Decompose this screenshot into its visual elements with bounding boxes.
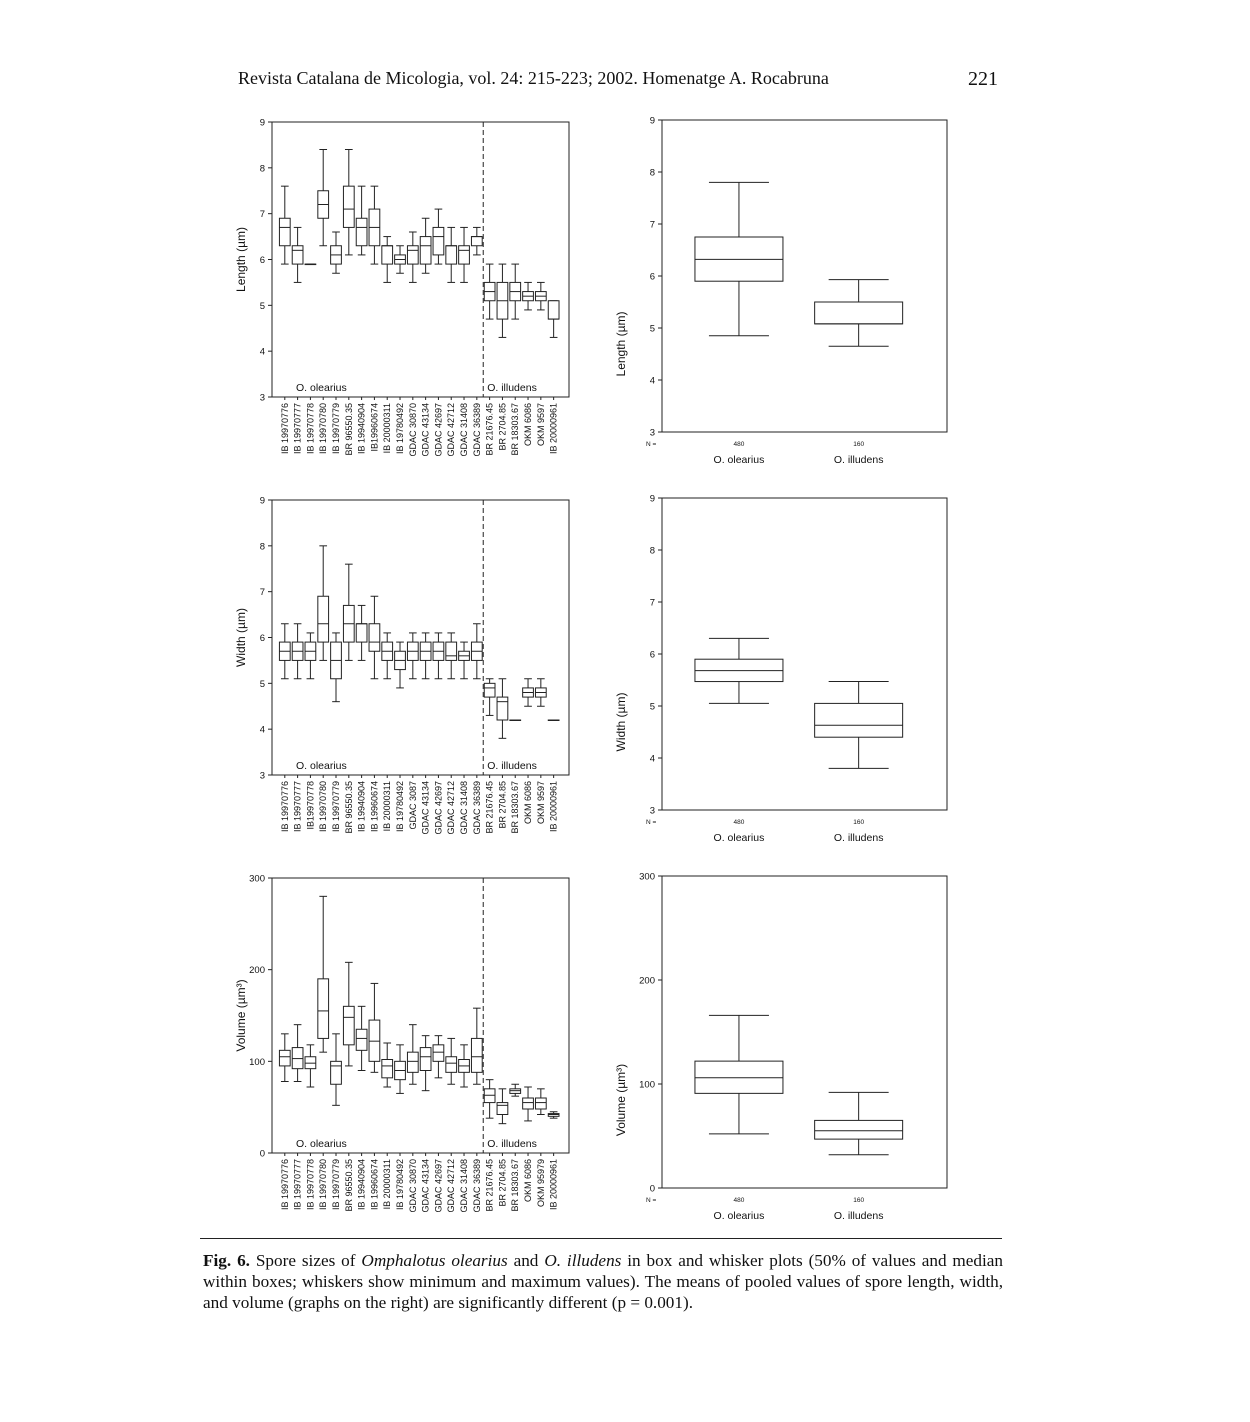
journal-title: Revista Catalana de Micologia, vol. 24: 215-223; 2002. Homenatge A. Rocabruna xyxy=(238,68,829,88)
x-tick-label: GDAC 42712 xyxy=(446,1159,457,1213)
box-iqr xyxy=(343,1006,354,1045)
x-tick-label: BR 96550.35 xyxy=(343,781,354,834)
box-7 xyxy=(369,596,380,679)
x-tick-label: OKM 95979 xyxy=(535,1159,546,1208)
box-iqr xyxy=(318,979,329,1039)
plot-frame xyxy=(272,878,569,1153)
box-11 xyxy=(420,1036,431,1091)
y-tick-label: 7 xyxy=(649,597,655,609)
box-iqr xyxy=(433,227,444,255)
plot-frame xyxy=(272,500,569,775)
box-0 xyxy=(695,1015,783,1134)
box-10 xyxy=(407,232,418,282)
n-label: N = xyxy=(646,441,657,448)
box-iqr xyxy=(497,697,508,720)
x-category-label: O. illudens xyxy=(833,1210,884,1222)
x-tick-label: IB 19940904 xyxy=(356,403,367,455)
box-9 xyxy=(395,1045,406,1094)
box-0 xyxy=(279,624,290,679)
y-tick-label: 6 xyxy=(649,649,655,661)
x-tick-label: IB 19970779 xyxy=(331,1159,342,1211)
box-6 xyxy=(356,605,367,660)
box-iqr xyxy=(446,642,457,660)
x-tick-label: IB 19970777 xyxy=(292,403,303,455)
box-18 xyxy=(510,720,521,721)
box-8 xyxy=(382,1043,393,1087)
x-tick-label: IB 20000311 xyxy=(382,781,393,832)
box-19 xyxy=(523,679,534,707)
caption-species-1: Omphalotus olearius xyxy=(361,1251,508,1270)
box-15 xyxy=(471,1008,482,1084)
x-tick-label: IB 19970779 xyxy=(331,403,342,455)
x-tick-label: GDAC 42697 xyxy=(433,403,444,457)
x-tick-label: IB19970778 xyxy=(305,781,316,830)
x-tick-label: GDAC 36389 xyxy=(471,1159,482,1213)
box-7 xyxy=(369,983,380,1072)
box-iqr xyxy=(369,624,380,652)
caption-text-2: and xyxy=(507,1251,545,1270)
x-tick-label: GDAC 43134 xyxy=(420,403,431,457)
figure-caption xyxy=(203,1250,1003,1313)
box-iqr xyxy=(548,301,559,319)
box-iqr xyxy=(446,1057,457,1073)
n-value: 160 xyxy=(853,819,865,826)
box-1 xyxy=(815,280,903,347)
caption-text-3: in box and whisker plots (50% of values and median within boxes; whiskers show minimum and maximum values). The means of pooled values of spore length, width, and volume (graphs on the right) are significantly different (p = 0.001). xyxy=(203,1251,1004,1312)
y-tick-label: 8 xyxy=(649,545,655,557)
box-iqr xyxy=(433,1045,444,1062)
x-tick-label: OKM 6086 xyxy=(523,403,534,447)
x-tick-label: BR 21676.45 xyxy=(484,781,495,834)
box-14 xyxy=(459,642,470,679)
x-tick-label: GDAC 31408 xyxy=(459,403,470,457)
y-tick-label: 100 xyxy=(639,1079,655,1091)
box-13 xyxy=(446,1038,457,1084)
box-1 xyxy=(815,682,903,769)
x-tick-label: IB 19960674 xyxy=(369,1159,380,1211)
y-tick-label: 6 xyxy=(259,255,265,266)
x-tick-label: GDAC 42712 xyxy=(446,403,457,457)
y-tick-label: 9 xyxy=(259,117,265,129)
y-tick-label: 3 xyxy=(649,427,655,439)
x-tick-label: BR 2704.85 xyxy=(497,403,508,451)
group-label-illudens: O. illudens xyxy=(487,760,537,772)
box-3 xyxy=(318,150,329,246)
x-tick-label: IB 19780492 xyxy=(395,1159,406,1211)
y-tick-label: 0 xyxy=(649,1183,655,1195)
box-7 xyxy=(369,186,380,264)
box-5 xyxy=(343,962,354,1066)
box-4 xyxy=(331,1034,342,1106)
x-tick-label: BR 18303.67 xyxy=(510,781,521,834)
x-tick-label: OKM 6086 xyxy=(523,1159,534,1203)
box-iqr xyxy=(407,1052,418,1072)
x-tick-label: BR 2704.85 xyxy=(497,781,508,829)
y-tick-label: 100 xyxy=(249,1056,265,1068)
box-4 xyxy=(331,232,342,273)
x-tick-label: IB 20000961 xyxy=(548,1159,559,1211)
box-iqr xyxy=(318,596,329,642)
volume-by-collection-chart xyxy=(232,866,577,1226)
box-iqr xyxy=(382,1060,393,1078)
y-tick-label: 6 xyxy=(649,271,655,283)
x-tick-label: IB 19970777 xyxy=(292,781,303,833)
box-0 xyxy=(695,638,783,703)
box-19 xyxy=(523,1087,534,1121)
x-tick-label: OKM 9597 xyxy=(535,403,546,447)
x-category-label: O. illudens xyxy=(833,454,884,466)
y-tick-label: 8 xyxy=(259,163,265,175)
x-tick-label: IB 19940904 xyxy=(356,1159,367,1211)
box-17 xyxy=(497,264,508,337)
box-8 xyxy=(382,633,393,679)
box-20 xyxy=(535,282,546,310)
x-tick-label: GDAC 43134 xyxy=(420,781,431,835)
x-tick-label: BR 18303.67 xyxy=(510,403,521,456)
box-0 xyxy=(279,1034,290,1082)
x-tick-label: IB 19940904 xyxy=(356,781,367,833)
x-tick-label: IB 19970778 xyxy=(305,1159,316,1211)
y-tick-label: 5 xyxy=(259,678,265,690)
group-label-olearius: O. olearius xyxy=(296,1138,347,1150)
x-tick-label: IB 19780492 xyxy=(395,403,406,455)
x-tick-label: IB 19970780 xyxy=(318,403,329,455)
x-tick-label: IB 20000311 xyxy=(382,1159,393,1210)
n-value: 160 xyxy=(853,1197,865,1204)
box-iqr xyxy=(497,1103,508,1115)
box-20 xyxy=(535,1089,546,1115)
x-tick-label: IB 19970776 xyxy=(279,1159,290,1211)
y-axis-label: Length (µm) xyxy=(234,227,248,292)
box-iqr xyxy=(343,186,354,227)
running-header xyxy=(238,68,998,94)
box-1 xyxy=(292,227,303,282)
box-5 xyxy=(343,150,354,255)
x-tick-label: GDAC 42697 xyxy=(433,1159,444,1213)
box-2 xyxy=(305,633,316,679)
box-iqr xyxy=(279,1050,290,1066)
x-tick-label: BR 2704.85 xyxy=(497,1159,508,1207)
y-tick-label: 3 xyxy=(649,805,655,817)
box-iqr xyxy=(331,1061,342,1084)
y-tick-label: 8 xyxy=(649,167,655,179)
x-tick-label: BR 96550.35 xyxy=(343,1159,354,1212)
x-tick-label: GDAC 3087 xyxy=(407,781,418,830)
box-1 xyxy=(292,1025,303,1082)
x-category-label: O. illudens xyxy=(833,832,884,844)
box-iqr xyxy=(484,683,495,697)
x-tick-label: BR 21676.45 xyxy=(484,1159,495,1212)
x-tick-label: GDAC 42712 xyxy=(446,781,457,835)
x-tick-label: OKM 6086 xyxy=(523,781,534,825)
box-2 xyxy=(305,1045,316,1087)
box-15 xyxy=(471,624,482,679)
n-label: N = xyxy=(646,1197,657,1204)
box-20 xyxy=(535,679,546,707)
y-tick-label: 300 xyxy=(639,871,655,883)
box-9 xyxy=(395,246,406,274)
box-18 xyxy=(510,264,521,319)
x-tick-label: IB 19970780 xyxy=(318,781,329,833)
box-12 xyxy=(433,633,444,679)
box-iqr xyxy=(815,1120,903,1139)
y-axis-label: Width (µm) xyxy=(234,608,248,667)
y-axis-label: Width (µm) xyxy=(614,692,628,752)
box-13 xyxy=(446,633,457,679)
x-tick-label: GDAC 43134 xyxy=(420,1159,431,1213)
y-tick-label: 8 xyxy=(259,541,265,553)
x-tick-label: IB 19960674 xyxy=(369,781,380,833)
box-12 xyxy=(433,209,444,264)
x-tick-label: GDAC 31408 xyxy=(459,781,470,835)
x-tick-label: IB 19970779 xyxy=(331,781,342,833)
box-6 xyxy=(356,186,367,255)
box-iqr xyxy=(356,624,367,642)
y-tick-label: 3 xyxy=(259,770,265,782)
y-tick-label: 3 xyxy=(259,392,265,404)
x-tick-label: GDAC 36389 xyxy=(471,403,482,457)
box-21 xyxy=(548,301,559,338)
n-value: 480 xyxy=(733,819,745,826)
y-tick-label: 4 xyxy=(649,753,655,765)
box-iqr xyxy=(471,1038,482,1072)
box-18 xyxy=(510,1084,521,1096)
box-1 xyxy=(292,624,303,679)
length-by-collection-chart xyxy=(232,110,577,470)
caption-species-2: O. illudens xyxy=(544,1251,622,1270)
y-tick-label: 200 xyxy=(249,965,265,977)
box-iqr xyxy=(815,302,903,324)
box-3 xyxy=(318,896,329,1052)
y-axis-label: Volume (µm³) xyxy=(614,1063,628,1137)
x-tick-label: IB 20000961 xyxy=(548,781,559,833)
box-16 xyxy=(484,1080,495,1119)
n-label: N = xyxy=(646,819,657,826)
x-tick-label: IB 20000961 xyxy=(548,403,559,455)
box-8 xyxy=(382,237,393,283)
group-label-illudens: O. illudens xyxy=(487,1138,537,1150)
page-number: 221 xyxy=(968,68,998,90)
y-axis-label: Volume (µm³) xyxy=(234,979,248,1052)
box-6 xyxy=(356,1006,367,1070)
y-tick-label: 7 xyxy=(259,209,265,221)
box-iqr xyxy=(535,1098,546,1109)
box-iqr xyxy=(356,218,367,246)
box-21 xyxy=(548,1112,559,1118)
box-5 xyxy=(343,564,354,660)
y-tick-label: 300 xyxy=(249,873,265,885)
box-iqr xyxy=(356,1029,367,1050)
box-4 xyxy=(331,633,342,702)
x-tick-label: IB 19970780 xyxy=(318,1159,329,1211)
box-19 xyxy=(523,282,534,310)
x-tick-label: IB 19970776 xyxy=(279,403,290,455)
x-tick-label: GDAC 30870 xyxy=(407,403,418,457)
x-tick-label: GDAC 42697 xyxy=(433,781,444,835)
y-tick-label: 9 xyxy=(259,495,265,507)
box-1 xyxy=(815,1092,903,1154)
y-tick-label: 0 xyxy=(259,1148,265,1160)
box-iqr xyxy=(523,1098,534,1109)
caption-rule xyxy=(200,1238,1002,1239)
box-3 xyxy=(318,546,329,661)
box-iqr xyxy=(420,237,431,265)
y-tick-label: 5 xyxy=(259,300,265,312)
box-iqr xyxy=(695,1061,783,1093)
x-tick-label: IB 19970776 xyxy=(279,781,290,833)
y-tick-label: 4 xyxy=(259,724,265,736)
x-tick-label: BR 96550.35 xyxy=(343,403,354,456)
y-tick-label: 4 xyxy=(259,346,265,358)
width-pooled-chart xyxy=(612,488,957,848)
n-value: 160 xyxy=(853,441,865,448)
caption-text-1: Spore sizes of xyxy=(249,1251,362,1270)
box-iqr xyxy=(459,246,470,264)
box-iqr xyxy=(407,246,418,264)
plot-frame xyxy=(662,498,947,810)
x-tick-label: BR 18303.67 xyxy=(510,1159,521,1212)
x-tick-label: GDAC 36389 xyxy=(471,781,482,835)
box-11 xyxy=(420,633,431,679)
box-14 xyxy=(459,1045,470,1087)
group-label-illudens: O. illudens xyxy=(487,382,537,394)
box-10 xyxy=(407,633,418,679)
x-category-label: O. olearius xyxy=(713,832,765,844)
box-17 xyxy=(497,679,508,739)
x-tick-label: IB 20000311 xyxy=(382,403,393,454)
box-iqr xyxy=(279,218,290,246)
x-tick-label: IB 19970778 xyxy=(305,403,316,455)
box-iqr xyxy=(471,237,482,246)
y-tick-label: 7 xyxy=(649,219,655,231)
group-label-olearius: O. olearius xyxy=(296,382,347,394)
group-label-olearius: O. olearius xyxy=(296,760,347,772)
box-0 xyxy=(695,182,783,335)
box-15 xyxy=(471,227,482,255)
x-tick-label: GDAC 31408 xyxy=(459,1159,470,1213)
box-iqr xyxy=(446,246,457,264)
x-tick-label: BR 21676.45 xyxy=(484,403,495,456)
x-tick-label: OKM 9597 xyxy=(535,781,546,825)
y-tick-label: 9 xyxy=(649,115,655,127)
y-axis-label: Length (µm) xyxy=(614,311,628,377)
box-iqr xyxy=(815,703,903,737)
width-by-collection-chart xyxy=(232,488,577,848)
y-tick-label: 5 xyxy=(649,323,655,335)
box-2 xyxy=(305,264,316,265)
box-0 xyxy=(279,186,290,264)
volume-pooled-chart xyxy=(612,866,957,1226)
box-12 xyxy=(433,1036,444,1078)
y-tick-label: 7 xyxy=(259,587,265,599)
caption-label: Fig. 6. xyxy=(203,1251,250,1270)
x-tick-label: IB 19780492 xyxy=(395,781,406,833)
box-21 xyxy=(548,720,559,721)
box-16 xyxy=(484,679,495,716)
length-pooled-chart xyxy=(612,110,957,470)
x-tick-label: GDAC 30870 xyxy=(407,1159,418,1213)
box-17 xyxy=(497,1089,508,1124)
x-category-label: O. olearius xyxy=(713,454,765,466)
y-tick-label: 4 xyxy=(649,375,655,387)
plot-frame xyxy=(662,876,947,1188)
y-tick-label: 6 xyxy=(259,633,265,644)
y-tick-label: 9 xyxy=(649,493,655,505)
y-tick-label: 5 xyxy=(649,701,655,713)
box-iqr xyxy=(382,246,393,264)
x-tick-label: IB19960674 xyxy=(369,403,380,452)
y-tick-label: 200 xyxy=(639,975,655,987)
box-16 xyxy=(484,264,495,319)
box-iqr xyxy=(420,1048,431,1071)
n-value: 480 xyxy=(733,441,745,448)
box-14 xyxy=(459,227,470,282)
box-10 xyxy=(407,1025,418,1085)
box-11 xyxy=(420,218,431,273)
box-9 xyxy=(395,642,406,688)
x-category-label: O. olearius xyxy=(713,1210,765,1222)
box-13 xyxy=(446,227,457,282)
x-tick-label: IB 19970777 xyxy=(292,1159,303,1211)
box-iqr xyxy=(292,246,303,264)
n-value: 480 xyxy=(733,1197,745,1204)
